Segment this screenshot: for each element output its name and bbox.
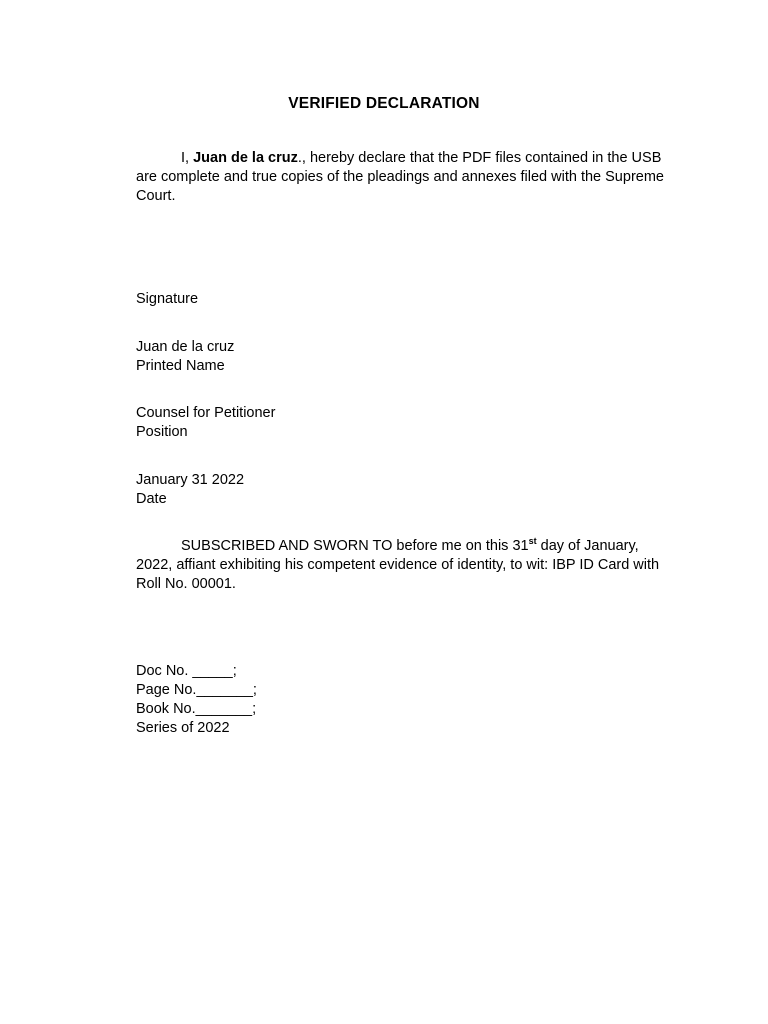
doc-no-line: Doc No. _____; <box>136 663 237 679</box>
jurat-text-after: day of January, 2022, affiant exhibiting his competent evidence of identity, to wit: IBP ID Card with Roll No. 00001. <box>136 538 660 592</box>
document-title: VERIFIED DECLARATION <box>288 95 480 112</box>
declaration-text: ., hereby declare that the PDF files contained in the USB are complete and true copies of the pleadings and annexes filed with the Supreme Court. <box>136 150 664 204</box>
jurat-superscript: st <box>528 536 537 547</box>
book-no-line: Book No._______; <box>136 701 257 717</box>
series-line: Series of 2022 <box>136 720 230 736</box>
printed-name-value: Juan de la cruz <box>136 339 235 355</box>
declarant-name: Juan de la cruz <box>193 150 298 166</box>
jurat-text-before: SUBSCRIBED AND SWORN TO before me on this 31 <box>181 538 529 554</box>
jurat-paragraph <box>136 537 672 594</box>
signature-label: Signature <box>136 291 199 307</box>
position-label: Position <box>136 424 188 440</box>
printed-name-label: Printed Name <box>136 358 225 374</box>
declaration-prefix: I, <box>181 150 194 166</box>
date-label: Date <box>136 491 167 507</box>
page-no-line: Page No._______; <box>136 682 257 698</box>
declaration-paragraph <box>136 149 672 206</box>
position-value: Counsel for Petitioner <box>136 405 276 421</box>
date-value: January 31 2022 <box>136 472 245 488</box>
